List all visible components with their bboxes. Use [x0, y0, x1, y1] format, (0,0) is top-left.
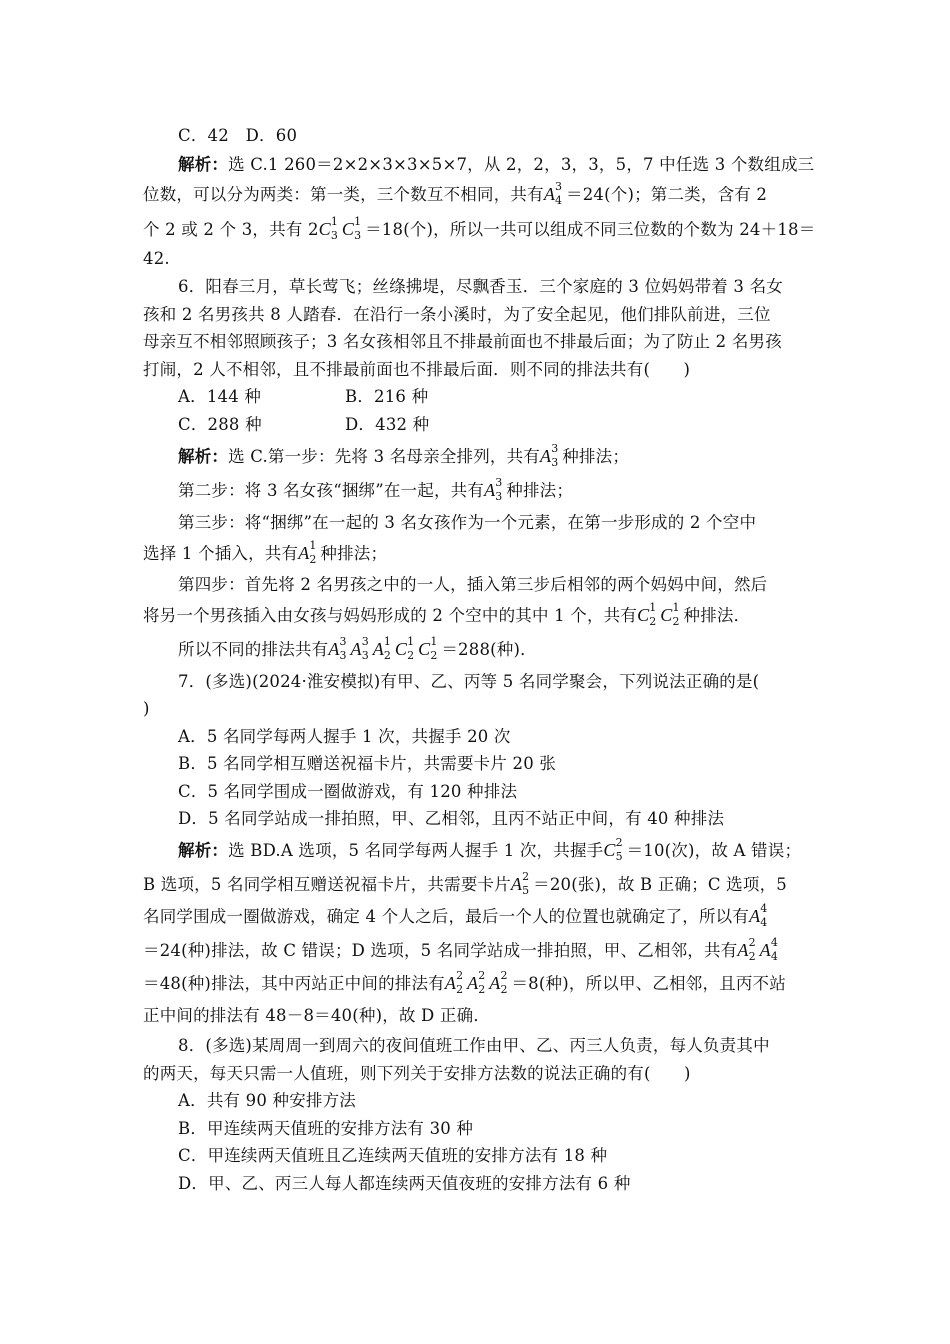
q7-option-d: D．5 名同学站成一排拍照，甲、乙相邻，且丙不站正中间，有 40 种排法 — [178, 809, 725, 828]
q6-option-c: C．288 种 — [178, 415, 262, 434]
q5-solution-line-1: 解析：选 C.1 260＝2×2×3×3×5×7，从 2，2，3，3，5，7 中任选 3 个数组成三 — [178, 155, 815, 174]
q7-option-a: A．5 名同学每两人握手 1 次，共握手 20 次 — [178, 727, 511, 746]
q7-solution-line-2: B 选项，5 名同学相互赠送祝福卡片，共需要卡片A 2 5 ＝20(张)，故 B 正确；C 选项，5 — [143, 870, 787, 897]
q6-solution-step-2: 第二步：将 3 名女孩“捆绑”在一起，共有A 3 3 种排法； — [178, 476, 574, 503]
q6-solution-step-4-line-1: 第四步：首先将 2 名男孩之中的一人，插入第三步后相邻的两个妈妈中间，然后 — [178, 575, 768, 594]
q5-options-cd: C．42 D．60 — [178, 126, 298, 145]
q7-stem-line-1: 7．(多选)(2024·淮安模拟)有甲、乙、丙等 5 名同学聚会，下列说法正确的是( — [178, 672, 760, 691]
q8-option-c: C．甲连续两天值班且乙连续两天值班的安排方法有 18 种 — [178, 1146, 608, 1165]
q7-solution-line-4: ＝24(种)排法，故 C 错误；D 选项，5 名同学站成一排拍照，甲、乙相邻，共有A 2 2 A 4 4 — [143, 936, 779, 963]
q6-option-d: D．432 种 — [345, 415, 430, 434]
q7-stem-line-2: ) — [143, 699, 150, 718]
q7-solution-line-3: 名同学围成一圈做游戏，确定 4 个人之后，最后一个人的位置也就确定了，所以有A 4 4 — [143, 902, 768, 929]
q8-stem-line-2: 的两天，每天只需一人值班，则下列关于安排方法数的说法正确的有( ) — [143, 1064, 691, 1083]
q5-solution-line-4: 42. — [143, 249, 170, 268]
q6-solution-step-3-line-2: 选择 1 个插入，共有A 1 2 种排法； — [143, 539, 388, 566]
q6-stem-line-2: 孩和 2 名男孩共 8 人踏春．在沿行一条小溪时，为了安全起见，他们排队前进，三位 — [143, 305, 771, 324]
q6-solution-step-4-line-2: 将另一个男孩插入由女孩与妈妈形成的 2 个空中的其中 1 个，共有C 1 2 C 1 2 种排法． — [143, 601, 751, 628]
q8-stem-line-1: 8．(多选)某周周一到周六的夜间值班工作由甲、乙、丙三人负责，每人负责其中 — [178, 1036, 770, 1055]
q8-option-d: D．甲、乙、丙三人每人都连续两天值夜班的安排方法有 6 种 — [178, 1174, 631, 1193]
q6-stem-line-4: 打闹，2 人不相邻，且不排最前面也不排最后面．则不同的排法共有( ) — [143, 360, 691, 379]
q6-option-a: A．144 种 — [178, 387, 262, 406]
q7-option-b: B．5 名同学相互赠送祝福卡片，共需要卡片 20 张 — [178, 754, 557, 773]
q7-solution-line-1: 解析：选 BD.A 选项，5 名同学每两人握手 1 次，共握手C 2 5 ＝10(次)，故 A 错误； — [178, 836, 802, 863]
q7-solution-line-6: 正中间的排法有 48－8＝40(种)，故 D 正确． — [143, 1006, 491, 1025]
q7-option-c: C．5 名同学围成一圈做游戏，有 120 种排法 — [178, 782, 518, 801]
q6-solution-step-3-line-1: 第三步：将“捆绑”在一起的 3 名女孩作为一个元素，在第一步形成的 2 个空中 — [178, 513, 757, 532]
q6-solution-total: 所以不同的排法共有A 3 3 A 3 3 A 1 2 C 1 2 C 1 2 ＝288(种)． — [178, 635, 537, 662]
q6-solution-step-1: 解析：选 C.第一步：先将 3 名母亲全排列，共有A 3 3 种排法； — [178, 442, 630, 469]
q6-option-b: B．216 种 — [345, 387, 429, 406]
q6-stem-line-3: 母亲互不相邻照顾孩子；3 名女孩相邻且不排最前面也不排最后面；为了防止 2 名男孩 — [143, 332, 782, 351]
q5-solution-line-3: 个 2 或 2 个 3，共有 2C 1 3 C 1 3 ＝18(个)，所以一共可以组成不同三位数的个数为 24＋18＝ — [143, 215, 816, 242]
q7-solution-line-5: ＝48(种)排法，其中丙站正中间的排法有A 2 2 A 2 2 A 2 2 ＝8(种)，所以甲、乙相邻，且丙不站 — [143, 969, 786, 996]
q5-solution-line-2: 位数，可以分为两类：第一类，三个数互不相同，共有A 3 4 ＝24(个)；第二类，含有 2 — [143, 180, 768, 207]
q8-option-a: A．共有 90 种安排方法 — [178, 1091, 357, 1110]
q6-stem-line-1: 6．阳春三月，草长莺飞；丝绦拂堤，尽飘香玉．三个家庭的 3 位妈妈带着 3 名女 — [178, 277, 783, 296]
q8-option-b: B．甲连续两天值班的安排方法有 30 种 — [178, 1119, 474, 1138]
